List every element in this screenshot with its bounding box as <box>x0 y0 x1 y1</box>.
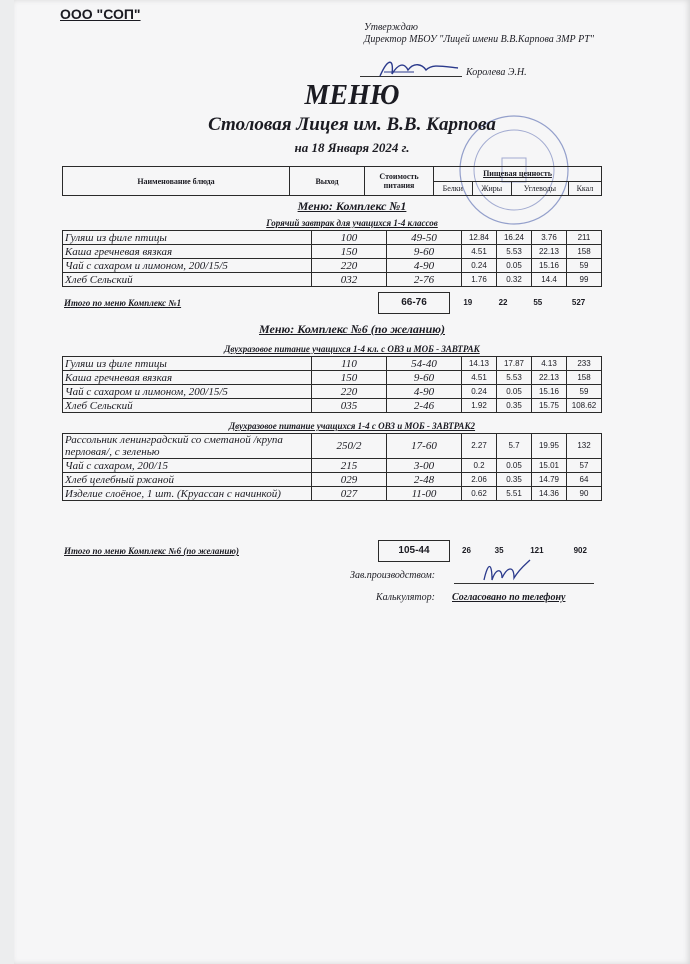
table-row <box>63 399 602 413</box>
dish-name: Хлеб Сельский <box>63 273 312 287</box>
total-carbs: 121 <box>530 546 544 555</box>
dish-output: 220 <box>312 259 387 273</box>
manager-signature <box>480 558 540 586</box>
table-row <box>63 357 602 371</box>
dish-carbs: 3.76 <box>532 231 567 245</box>
dish-carbs: 14.36 <box>532 487 567 501</box>
dish-kcal: 158 <box>567 371 602 385</box>
menu-date: на 18 Января 2024 г. <box>294 140 410 155</box>
dish-kcal: 158 <box>567 245 602 259</box>
dish-cost: 9-60 <box>387 245 462 259</box>
table-row <box>63 434 602 459</box>
complex6-table1 <box>62 356 602 413</box>
dish-fat: 0.32 <box>497 273 532 287</box>
dish-cost: 49-50 <box>387 231 462 245</box>
dish-carbs: 22.13 <box>532 371 567 385</box>
dish-kcal: 108.62 <box>567 399 602 413</box>
dish-fat: 17.87 <box>497 357 532 371</box>
dish-carbs: 15.75 <box>532 399 567 413</box>
dish-name: Чай с сахаром, 200/15 <box>63 459 312 473</box>
dish-protein: 4.51 <box>462 245 497 259</box>
dish-name: Гуляш из филе птицы <box>63 231 312 245</box>
dish-output: 150 <box>312 371 387 385</box>
dish-cost: 9-60 <box>387 371 462 385</box>
dish-protein: 1.92 <box>462 399 497 413</box>
dish-cost: 2-76 <box>387 273 462 287</box>
dish-fat: 0.05 <box>497 385 532 399</box>
dish-kcal: 59 <box>567 385 602 399</box>
dish-kcal: 59 <box>567 259 602 273</box>
dish-output: 250/2 <box>312 434 387 459</box>
dish-protein: 0.62 <box>462 487 497 501</box>
dish-kcal: 57 <box>567 459 602 473</box>
complex6-section1: Двухразовое питание учащихся 1-4 кл. с ОВЗ и МОБ - ЗАВТРАК <box>224 344 480 354</box>
dish-cost: 3-00 <box>387 459 462 473</box>
dish-cost: 2-46 <box>387 399 462 413</box>
dish-output: 029 <box>312 473 387 487</box>
dish-name: Чай с сахаром и лимоном, 200/15/5 <box>63 259 312 273</box>
total-carbs: 55 <box>533 298 543 307</box>
complex1-table <box>62 230 602 287</box>
total-label: Итого по меню Комплекс №6 (по желанию) <box>64 546 239 556</box>
total-label: Итого по меню Комплекс №1 <box>64 298 182 308</box>
page-subtitle: Столовая Лицея им. В.В. Карпова <box>208 114 496 135</box>
dish-carbs: 15.01 <box>532 459 567 473</box>
table-row <box>63 273 602 287</box>
dish-kcal: 90 <box>567 487 602 501</box>
dish-fat: 5.53 <box>497 245 532 259</box>
approval-block <box>364 22 624 46</box>
complex6-title: Меню: Комплекс №6 (по желанию) <box>259 322 445 336</box>
dish-carbs: 14.79 <box>532 473 567 487</box>
total-protein: 26 <box>462 546 471 555</box>
document-page <box>14 0 690 964</box>
dish-fat: 5.7 <box>497 434 532 459</box>
dish-cost: 54-40 <box>387 357 462 371</box>
dish-protein: 0.24 <box>462 385 497 399</box>
dish-protein: 2.27 <box>462 434 497 459</box>
dish-carbs: 15.16 <box>532 385 567 399</box>
dish-name: Гуляш из филе птицы <box>63 357 312 371</box>
header-name: Наименование блюда <box>63 167 290 196</box>
complex1-section: Горячий завтрак для учащихся 1-4 классов <box>266 218 438 228</box>
dish-protein: 2.06 <box>462 473 497 487</box>
dish-fat: 5.53 <box>497 371 532 385</box>
dish-fat: 0.35 <box>497 473 532 487</box>
dish-carbs: 19.95 <box>532 434 567 459</box>
dish-fat: 5.51 <box>497 487 532 501</box>
dish-output: 220 <box>312 385 387 399</box>
header-kcal: Ккал <box>568 181 601 196</box>
complex6-section2: Двухразовое питание учащихся 1-4 с ОВЗ и МОБ - ЗАВТРАК2 <box>228 421 476 431</box>
dish-protein: 12.84 <box>462 231 497 245</box>
dish-carbs: 22.13 <box>532 245 567 259</box>
header-nutrition: Пищевая ценность <box>434 167 602 182</box>
table-row <box>63 259 602 273</box>
total-fat: 35 <box>494 546 504 555</box>
dish-protein: 1.76 <box>462 273 497 287</box>
dish-output: 100 <box>312 231 387 245</box>
dish-fat: 16.24 <box>497 231 532 245</box>
total-kcal: 902 <box>573 546 587 555</box>
total-cost: 66-76 <box>379 293 450 314</box>
complex6-table2 <box>62 433 602 501</box>
dish-name: Рассольник ленинградский со сметаной /крупа перловая/, с зеленью <box>63 434 312 459</box>
approval-position: Директор МБОУ "Лицей имени В.В.Карпова ЗМР РТ" <box>364 34 594 45</box>
header-fat: Жиры <box>472 181 511 196</box>
dish-kcal: 233 <box>567 357 602 371</box>
table-row <box>63 245 602 259</box>
total-cost: 105-44 <box>379 541 450 562</box>
director-signature <box>374 56 464 82</box>
dish-name: Хлеб Сельский <box>63 399 312 413</box>
dish-output: 110 <box>312 357 387 371</box>
dish-kcal: 132 <box>567 434 602 459</box>
complex1-title: Меню: Комплекс №1 <box>297 199 407 213</box>
dish-fat: 0.05 <box>497 259 532 273</box>
dish-protein: 4.51 <box>462 371 497 385</box>
dish-cost: 4-90 <box>387 259 462 273</box>
organization-name: ООО "СОП" <box>60 6 141 22</box>
dish-carbs: 14.4 <box>532 273 567 287</box>
dish-cost: 17-60 <box>387 434 462 459</box>
calculator-value: Согласовано по телефону <box>452 592 566 603</box>
dish-kcal: 211 <box>567 231 602 245</box>
dish-output: 035 <box>312 399 387 413</box>
header-cost: Стоимость питания <box>365 167 434 196</box>
dish-protein: 14.13 <box>462 357 497 371</box>
dish-cost: 11-00 <box>387 487 462 501</box>
dish-protein: 0.2 <box>462 459 497 473</box>
calculator-label: Калькулятор: <box>376 592 435 603</box>
page-title: МЕНЮ <box>304 80 400 111</box>
dish-name: Каша гречневая вязкая <box>63 245 312 259</box>
table-row <box>63 385 602 399</box>
dish-output: 150 <box>312 245 387 259</box>
approval-heading: Утверждаю <box>364 22 418 33</box>
total-protein: 19 <box>463 298 473 307</box>
complex1-total <box>62 292 602 314</box>
total-kcal: 527 <box>571 298 586 307</box>
total-fat: 22 <box>498 298 508 307</box>
table-row <box>63 371 602 385</box>
dish-name: Каша гречневая вязкая <box>63 371 312 385</box>
dish-name: Изделие слоёное, 1 шт. (Круассан с начинкой) <box>63 487 312 501</box>
dish-fat: 0.35 <box>497 399 532 413</box>
dish-name: Хлеб целебный ржаной <box>63 473 312 487</box>
approver-name: Королева Э.Н. <box>466 67 527 78</box>
dish-output: 032 <box>312 273 387 287</box>
manager-label: Зав.производством: <box>350 570 436 581</box>
dish-fat: 0.05 <box>497 459 532 473</box>
table-row <box>63 473 602 487</box>
table-row <box>63 231 602 245</box>
dish-kcal: 99 <box>567 273 602 287</box>
table-row <box>63 487 602 501</box>
dish-cost: 4-90 <box>387 385 462 399</box>
dish-output: 215 <box>312 459 387 473</box>
table-row <box>63 459 602 473</box>
header-protein: Белки <box>434 181 473 196</box>
dish-output: 027 <box>312 487 387 501</box>
dish-kcal: 64 <box>567 473 602 487</box>
dish-name: Чай с сахаром и лимоном, 200/15/5 <box>63 385 312 399</box>
header-carbs: Углеводы <box>511 181 568 196</box>
menu-header-table <box>62 166 602 196</box>
dish-cost: 2-48 <box>387 473 462 487</box>
dish-protein: 0.24 <box>462 259 497 273</box>
header-output: Выход <box>290 167 365 196</box>
dish-carbs: 4.13 <box>532 357 567 371</box>
dish-carbs: 15.16 <box>532 259 567 273</box>
